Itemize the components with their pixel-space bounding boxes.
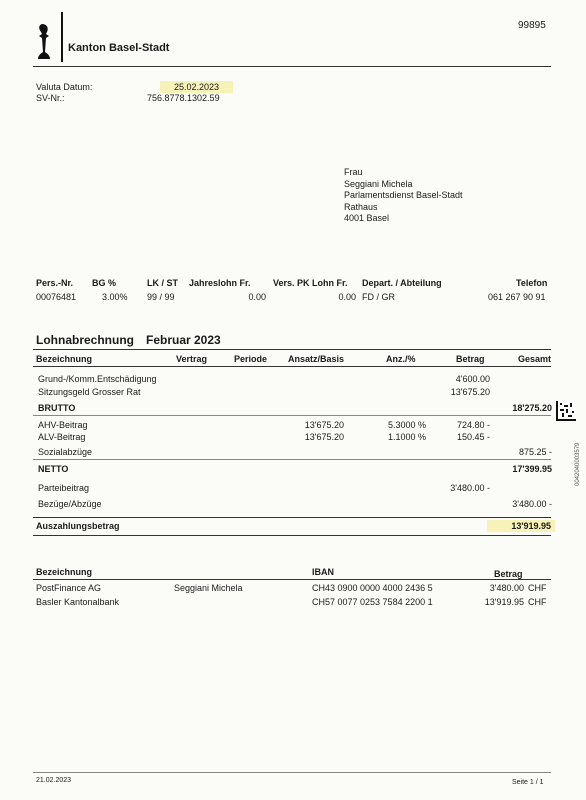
value-lk-st: 99 / 99 bbox=[147, 292, 175, 302]
col-lk-st: LK / ST bbox=[147, 278, 178, 288]
payout-amount: 13'919.95 bbox=[487, 520, 555, 532]
value-jahreslohn: 0.00 bbox=[248, 292, 266, 302]
row-label: BRUTTO bbox=[38, 403, 76, 413]
pay-currency: CHF bbox=[528, 583, 547, 593]
row-gesamt: 875.25 - bbox=[518, 447, 552, 457]
col-jahreslohn: Jahreslohn Fr. bbox=[189, 278, 251, 288]
row-label: Grund-/Komm.Entschädigung bbox=[38, 374, 157, 384]
payments-rule bbox=[33, 579, 551, 580]
col-telefon: Telefon bbox=[516, 278, 548, 288]
row-label: Sozialabzüge bbox=[38, 447, 93, 457]
col-vertrag: Vertrag bbox=[176, 354, 208, 364]
row-label: AHV-Beitrag bbox=[38, 420, 88, 430]
col-bg: BG % bbox=[92, 278, 117, 288]
payslip-header-rule bbox=[33, 366, 551, 367]
pay-iban: CH43 0900 0000 4000 2436 5 bbox=[312, 583, 433, 593]
col-anz: Anz./% bbox=[386, 354, 416, 364]
pay-amount: 3'480.00 bbox=[489, 583, 524, 593]
address-line: Rathaus bbox=[344, 201, 378, 212]
row-betrag: 724.80 - bbox=[456, 420, 490, 430]
col-pay-bezeichnung: Bezeichnung bbox=[36, 567, 93, 577]
col-bezeichnung: Bezeichnung bbox=[36, 354, 93, 364]
col-vers-pk: Vers. PK Lohn Fr. bbox=[273, 278, 348, 288]
col-gesamt: Gesamt bbox=[518, 354, 552, 364]
org-name: Kanton Basel-Stadt bbox=[68, 42, 170, 54]
col-pers-nr: Pers.-Nr. bbox=[36, 278, 74, 288]
address-line: 4001 Basel bbox=[344, 213, 390, 223]
row-gesamt: 3'480.00 - bbox=[512, 499, 552, 509]
footer-rule bbox=[33, 772, 551, 773]
coat-of-arms-logo bbox=[33, 22, 55, 62]
sv-label: SV-Nr.: bbox=[36, 93, 65, 103]
value-bg: 3.00% bbox=[102, 292, 128, 302]
pay-bank: PostFinance AG bbox=[36, 583, 102, 593]
payout-bottom-rule bbox=[33, 535, 551, 536]
pay-iban: CH57 0077 0253 7584 2200 1 bbox=[312, 597, 433, 607]
doc-number: 99895 bbox=[518, 20, 546, 31]
valuta-date: 25.02.2023 bbox=[160, 81, 233, 93]
side-code: 0042040003579 bbox=[575, 442, 581, 486]
valuta-label: Valuta Datum: bbox=[36, 82, 93, 92]
col-pay-betrag: Betrag bbox=[494, 569, 523, 579]
footer-page: Seite 1 / 1 bbox=[512, 779, 544, 786]
row-label: NETTO bbox=[38, 464, 69, 474]
pay-currency: CHF bbox=[528, 597, 547, 607]
col-betrag: Betrag bbox=[456, 354, 485, 364]
col-ansatz: Ansatz/Basis bbox=[288, 354, 345, 364]
row-rule bbox=[33, 459, 551, 460]
header-divider bbox=[61, 12, 63, 62]
header-rule bbox=[33, 66, 551, 67]
row-betrag: 4'600.00 bbox=[455, 374, 490, 384]
payslip-top-rule bbox=[33, 349, 551, 350]
col-periode: Periode bbox=[234, 354, 268, 364]
pay-name: Seggiani Michela bbox=[174, 583, 243, 593]
col-depart: Depart. / Abteilung bbox=[362, 278, 442, 288]
address-line: Parlamentsdienst Basel-Stadt bbox=[344, 190, 463, 200]
row-gesamt: 17'399.95 bbox=[512, 464, 552, 474]
value-telefon: 061 267 90 91 bbox=[488, 292, 546, 302]
row-betrag: 150.45 - bbox=[456, 432, 490, 442]
row-pct: 1.1000 % bbox=[387, 432, 426, 442]
row-betrag: 13'675.20 bbox=[450, 387, 490, 397]
payout-label: Auszahlungsbetrag bbox=[36, 521, 120, 531]
row-basis: 13'675.20 bbox=[304, 432, 344, 442]
row-gesamt: 18'275.20 bbox=[512, 403, 552, 413]
sv-number: 756.8778.1302.59 bbox=[147, 93, 220, 103]
row-betrag: 3'480.00 - bbox=[450, 483, 490, 493]
value-vers-pk: 0.00 bbox=[338, 292, 356, 302]
pay-amount: 13'919.95 bbox=[484, 597, 524, 607]
recipient-address bbox=[344, 167, 463, 225]
row-basis: 13'675.20 bbox=[304, 420, 344, 430]
col-iban: IBAN bbox=[312, 567, 334, 577]
value-depart: FD / GR bbox=[362, 292, 395, 302]
payslip-period: Februar 2023 bbox=[146, 333, 221, 347]
row-rule bbox=[33, 415, 551, 416]
datamatrix-barcode bbox=[556, 401, 576, 421]
footer-date: 21.02.2023 bbox=[36, 777, 72, 784]
payout-top-rule bbox=[33, 517, 551, 518]
address-line: Frau bbox=[344, 167, 363, 177]
row-label: Parteibeitrag bbox=[38, 483, 90, 493]
row-label: ALV-Beitrag bbox=[38, 432, 86, 442]
row-pct: 5.3000 % bbox=[387, 420, 426, 430]
payslip-title: Lohnabrechnung bbox=[36, 333, 134, 347]
row-label: Bezüge/Abzüge bbox=[38, 499, 102, 509]
address-line: Seggiani Michela bbox=[344, 178, 413, 189]
value-pers-nr: 00076481 bbox=[36, 292, 77, 302]
row-label: Sitzungsgeld Grosser Rat bbox=[38, 387, 141, 397]
pay-bank: Basler Kantonalbank bbox=[36, 597, 120, 607]
